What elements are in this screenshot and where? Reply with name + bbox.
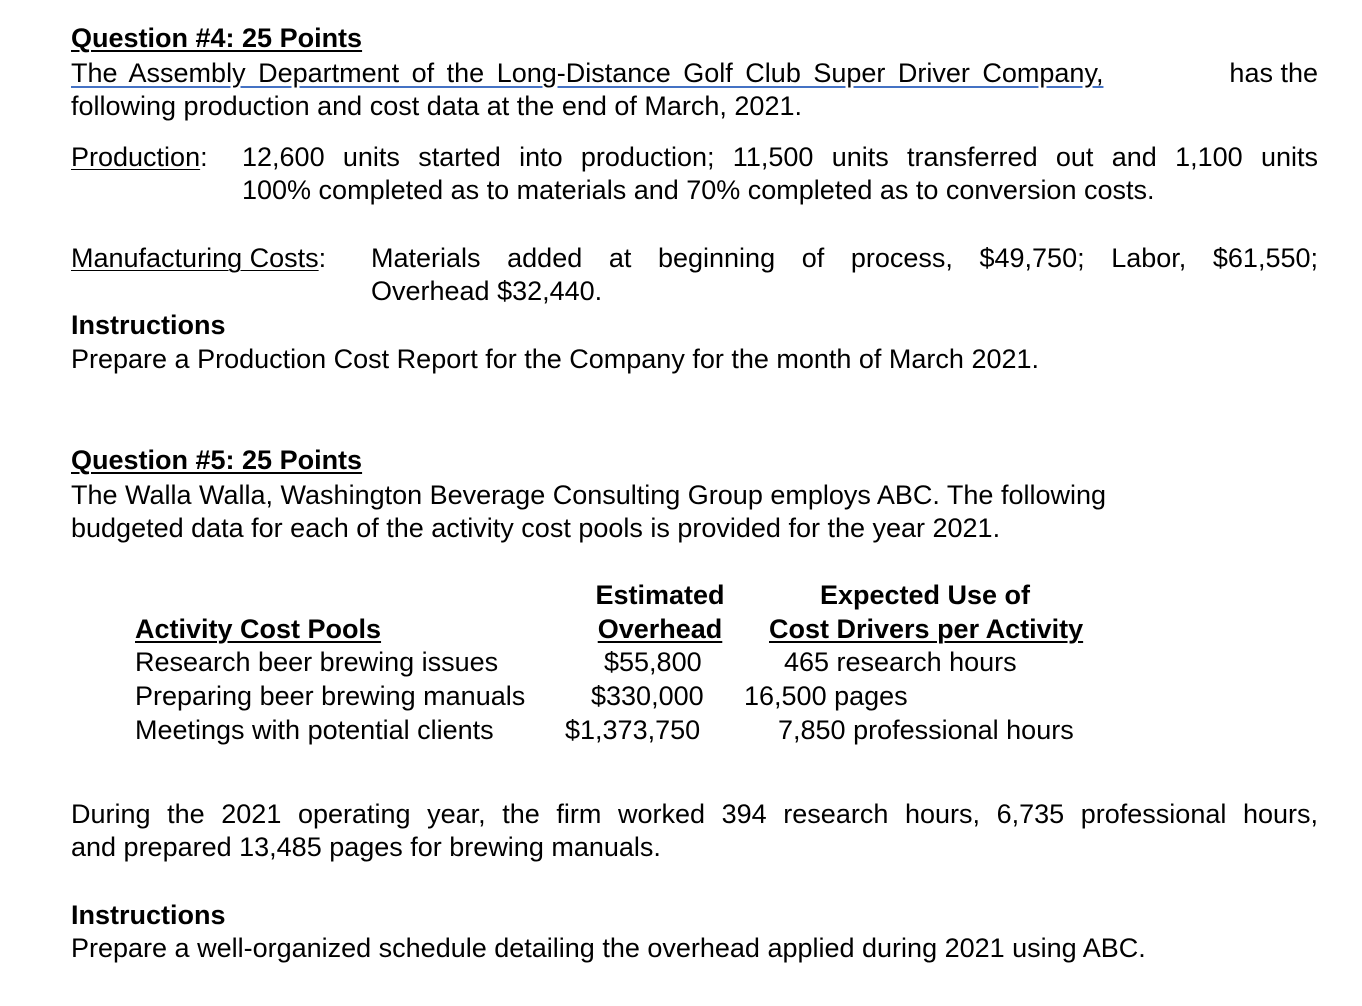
overhead-header-line1: Estimated — [595, 580, 725, 610]
overhead-header-line2: Overhead — [597, 614, 723, 644]
mfg-label: Manufacturing Costs — [71, 243, 319, 273]
production-colon: : — [200, 142, 208, 172]
production-line2: 100% completed as to materials and 70% completed as to conversion costs. — [242, 175, 1155, 205]
question5-heading: Question #5: 25 Points — [71, 445, 363, 475]
table-row-3-overhead: $1,373,750 — [565, 715, 701, 745]
pools-header: Activity Cost Pools — [135, 614, 382, 644]
production-label: Production — [71, 142, 201, 172]
question4-heading: Question #4: 25 Points — [71, 23, 363, 53]
table-row-1-overhead: $55,800 — [604, 647, 702, 677]
mfg-label-wrap — [71, 242, 326, 275]
question4-intro-line1 — [71, 57, 1318, 90]
question4-intro-line1-rest: has the — [1229, 58, 1318, 88]
question4-company-link: The Assembly Department of the Long-Distance Golf Club Super Driver Company, — [71, 58, 1104, 88]
table-row-2-pool: Preparing beer brewing manuals — [135, 681, 526, 711]
question4-instructions-heading: Instructions — [71, 310, 226, 340]
question5-intro-line2: budgeted data for each of the activity cost pools is provided for the year 2021. — [71, 513, 1001, 543]
question4-instructions-text: Prepare a Production Cost Report for the Company for the month of March 2021. — [71, 344, 1040, 374]
table-row-2-overhead: $330,000 — [591, 681, 704, 711]
during-line2: and prepared 13,485 pages for brewing manuals. — [71, 832, 661, 862]
question5-instructions-heading: Instructions — [71, 900, 226, 930]
table-row-2-drivers: 16,500 pages — [744, 681, 908, 711]
question4-intro-line2: following production and cost data at the end of March, 2021. — [71, 91, 802, 121]
table-row-3-pool: Meetings with potential clients — [135, 715, 494, 745]
mfg-colon: : — [318, 243, 327, 273]
mfg-line1: Materials added at beginning of process, $49,750; Labor, $61,550; — [371, 243, 1318, 273]
question5-intro-line1: The Walla Walla, Washington Beverage Consulting Group employs ABC. The following — [71, 480, 1107, 510]
drivers-header-line2: Cost Drivers per Activity — [769, 614, 1084, 644]
production-label-wrap — [71, 141, 208, 174]
table-row-1-drivers: 465 research hours — [784, 647, 1017, 677]
question5-instructions-text: Prepare a well-organized schedule detailing the overhead applied during 2021 using ABC. — [71, 933, 1146, 963]
table-row-3-drivers: 7,850 professional hours — [778, 715, 1074, 745]
drivers-header-line1: Expected Use of — [819, 580, 1031, 610]
production-line1: 12,600 units started into production; 11,500 units transferred out and 1,100 units — [242, 142, 1318, 172]
mfg-line2: Overhead $32,440. — [371, 276, 603, 306]
during-line1: During the 2021 operating year, the firm worked 394 research hours, 6,735 professional hours, — [71, 799, 1318, 829]
table-row-1-pool: Research beer brewing issues — [135, 647, 499, 677]
